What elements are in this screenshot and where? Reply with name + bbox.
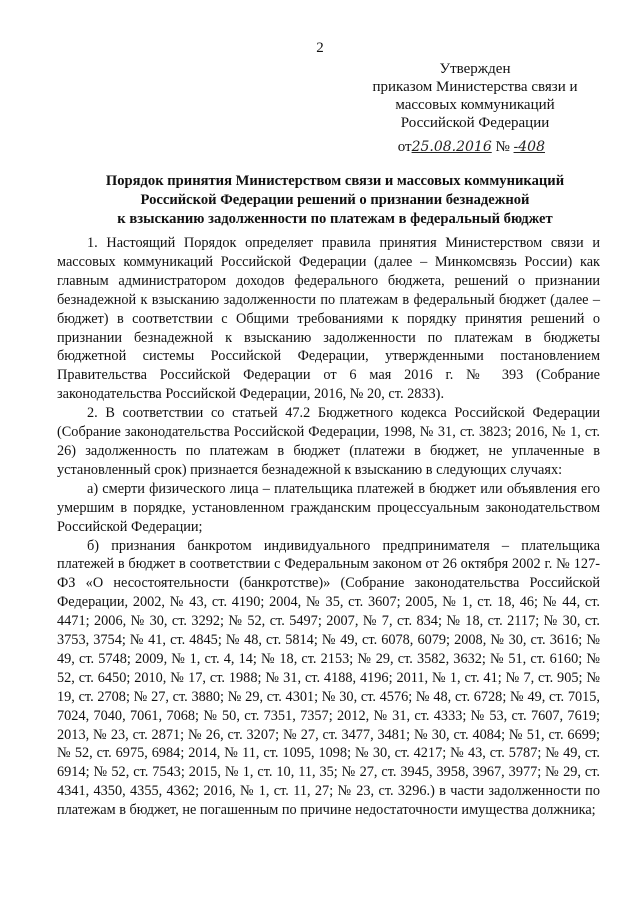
approval-line: Утвержден: [439, 61, 511, 77]
order-date-number-line: [355, 138, 595, 156]
paragraph-2: 2. В соответствии со статьей 47.2 Бюджетного кодекса Российской Федерации (Собрание законодательства Российской Федерации, 1998, № 31, ст. 3823; 2016, № 1, ст. 26) задолженность по платежам в бюджет (платежи в бюджет, не уплаченные в установленный срок) признается безнадежной к взысканию в следующих случаях:: [57, 405, 600, 478]
paragraph-2b: б) признания банкротом индивидуального предпринимателя – плательщика платежей в бюджет в соответствии с Федеральным законом от 26 октября 2002 г. № 127-ФЗ «О несостоятельности (банкротстве)» (Собрание законодательства Российской Федерации, 2002, № 43, ст. 4190; 2004, № 35, ст. 3607; 2005, № 1, ст. 18, 46; № 44, ст. 4471; 2006, № 30, ст. 3292; № 52, ст. 5497; 2007, № 7, ст. 834; № 18, ст. 2117; № 30, ст. 3753, 3754; № 41, ст. 4845; № 48, ст. 5814; № 49, ст. 6078, 6079; 2008, № 30, ст. 3616; № 49, ст. 5748; 2009, № 1, ст. 4, 14; № 18, ст. 2153; № 29, ст. 3582, 3632; № 51, ст. 6160; № 52, ст. 6450; 2010, № 17, ст. 1988; № 31, ст. 4188, 4196; 2011, № 1, ст. 41; № 7, ст. 905; № 19, ст. 2708; № 27, ст. 3880; № 29, ст. 4301; № 30, ст. 4576; № 48, ст. 6728; № 49, ст. 7015, 7024, 7040, 7061, 7068; № 50, ст. 7351, 7357; 2012, № 31, ст. 4333; № 53, ст. 7607, 7619; 2013, № 23, ст. 2871; № 26, ст. 3207; № 27, ст. 3477, 3481; № 30, ст. 4084; № 51, ст. 6699; № 52, ст. 6975, 6984; 2014, № 11, ст. 1095, 1098; № 30, ст. 4217; № 43, ст. 5787; № 49, ст. 6914; № 52, ст. 7543; 2015, № 1, ст. 10, 11, 35; № 27, ст. 3945, 3958, 3967, 3977; № 29, ст. 4341, 4350, 4355, 4362; 2016, № 1, ст. 11, 27; № 23, ст. 3296.) в части задолженности по платежам в бюджет, не погашенным по причине недостаточности имущества должника;: [57, 537, 600, 819]
approval-stamp-block: [355, 60, 595, 156]
title-line: к взысканию задолженности по платежам в федеральный бюджет: [117, 211, 553, 227]
approval-line: приказом Министерства связи и: [372, 79, 578, 95]
approval-line: Российской Федерации: [400, 115, 550, 131]
date-prefix: от: [397, 139, 412, 155]
document-title: [60, 172, 610, 229]
page-number: 2: [316, 40, 324, 56]
title-line: Российской Федерации решений о признании безнадежной: [140, 192, 530, 208]
document-body: [57, 234, 600, 820]
number-prefix: №: [495, 139, 510, 155]
title-line: Порядок принятия Министерством связи и массовых коммуникаций: [105, 173, 565, 189]
order-number-handwritten: -408: [513, 139, 545, 155]
paragraph-2a: а) смерти физического лица – плательщика платежей в бюджет или объявления его умершим в порядке, установленном гражданским процессуальным законодательством Российской Федерации;: [57, 480, 600, 535]
paragraph-1: 1. Настоящий Порядок определяет правила принятия Министерством связи и массовых коммуникаций Российской Федерации (далее – Минкомсвязь России) как главным администратором доходов федерального бюджета, решений о признании безнадежной к взысканию задолженности по платежам в федеральный бюджет (далее – бюджет) в соответствии с Общими требованиями к порядку принятия решений о признании безнадежной к взысканию задолженности по платежам в бюджеты бюджетной системы Российской Федерации, утвержденными постановлением Правительства Российской Федерации от 6 мая 2016 г. № 393 (Собрание законодательства Российской Федерации, 2016, № 20, ст. 2833).: [57, 235, 600, 403]
approval-line: массовых коммуникаций: [395, 97, 555, 113]
order-date-handwritten: 25.08.2016: [411, 139, 492, 155]
